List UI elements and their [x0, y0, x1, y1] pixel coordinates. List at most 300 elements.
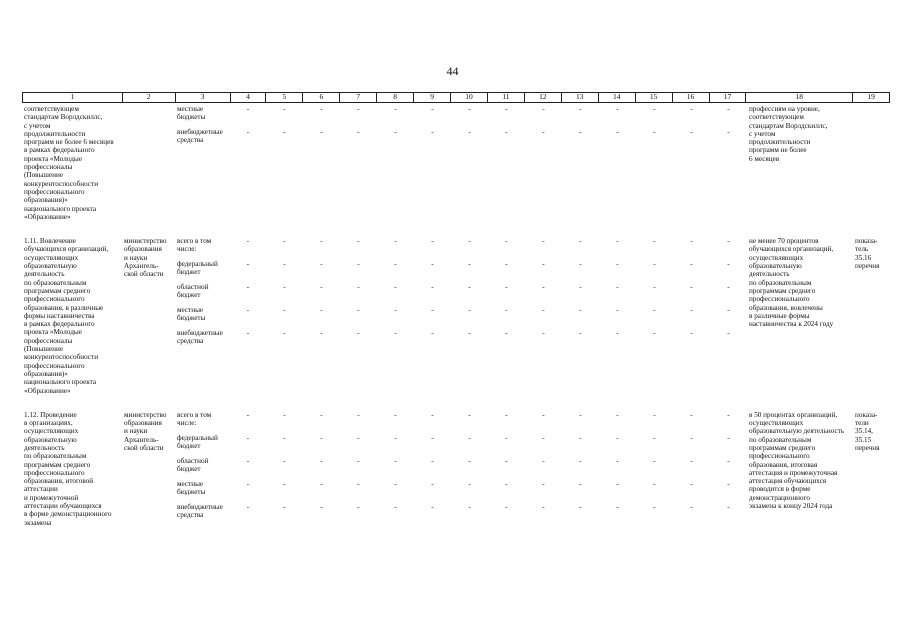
- column-header-11: 11: [488, 93, 525, 102]
- empty-value: -: [246, 410, 250, 419]
- measure-name-line: осуществляющих: [24, 427, 79, 436]
- indicator-reference-line: тели: [855, 419, 869, 428]
- column-header-13: 13: [562, 93, 599, 102]
- measure-name-line: по образовательным: [24, 452, 87, 461]
- empty-value: -: [542, 410, 545, 419]
- empty-value: -: [653, 105, 656, 113]
- funding-source: областной бюджет: [177, 283, 209, 300]
- empty-value: -: [357, 283, 360, 292]
- measure-name-line: обучающихся организаций,: [24, 245, 109, 254]
- indicator-reference-line: показа-: [855, 237, 878, 246]
- empty-value: -: [283, 237, 286, 246]
- empty-value: -: [690, 283, 693, 292]
- empty-value: -: [579, 105, 582, 113]
- empty-value: -: [320, 128, 323, 136]
- empty-value: -: [431, 283, 434, 292]
- funding-source-cell: [175, 103, 230, 221]
- funding-source-cell: [175, 235, 230, 395]
- empty-value: -: [431, 479, 434, 488]
- column-header-5: 5: [266, 93, 303, 102]
- empty-value: -: [690, 456, 693, 465]
- empty-value: -: [579, 306, 582, 315]
- measure-name-line: национального проекта: [24, 378, 97, 387]
- measure-name-line: и промежуточной: [24, 493, 79, 502]
- empty-value: -: [283, 105, 286, 113]
- measure-name-line: в организациях,: [24, 419, 73, 428]
- indicator-reference-line: тель: [855, 245, 869, 254]
- empty-value: -: [320, 260, 323, 269]
- measure-name-line: в рамках федерального: [24, 320, 95, 329]
- empty-value: -: [394, 479, 397, 488]
- empty-value: -: [246, 283, 250, 292]
- funding-values-line: [230, 306, 747, 329]
- empty-value: -: [653, 283, 656, 292]
- expected-result-line: проводится в форме: [749, 485, 811, 494]
- empty-value: -: [542, 283, 545, 292]
- measure-name-line: с учетом: [24, 121, 51, 130]
- expected-result-line: профессионального: [749, 295, 810, 304]
- column-header-9: 9: [414, 93, 451, 102]
- expected-result-line: по образовательным: [749, 278, 812, 287]
- measure-name-line: соответствующем: [24, 105, 79, 113]
- empty-value: -: [320, 283, 323, 292]
- executor-line: министерство: [124, 237, 167, 246]
- expected-result-line: стандартам Ворлдскиллс,: [749, 121, 828, 130]
- empty-value: -: [320, 479, 323, 488]
- column-header-7: 7: [340, 93, 377, 102]
- empty-value: -: [616, 128, 619, 136]
- funding-source: всего в том числе:: [177, 237, 212, 254]
- column-header-18: 18: [746, 93, 853, 102]
- measure-name-line: профессионалы: [24, 163, 73, 172]
- indicator-reference-line: перечня: [855, 443, 880, 452]
- empty-value: -: [320, 329, 323, 338]
- empty-value: -: [727, 410, 730, 419]
- measure-name-line: образования)»: [24, 196, 68, 205]
- expected-result-line: образования, вовлечены: [749, 303, 823, 312]
- measure-name-line: в рамках федерального: [24, 146, 95, 155]
- measure-name-line: аттестации обучающихся: [24, 502, 102, 511]
- funding-source: внебюджетные средства: [177, 128, 223, 145]
- empty-value: -: [468, 306, 471, 315]
- empty-value: -: [727, 105, 730, 113]
- empty-value: -: [579, 128, 582, 136]
- measure-name-cell: [22, 235, 122, 395]
- measure-name-line: национального проекта: [24, 204, 97, 213]
- funding-values-line: [230, 329, 747, 352]
- expected-result-line: образования, итоговая: [749, 460, 818, 469]
- empty-value: -: [357, 306, 360, 315]
- column-header-2: 2: [123, 93, 176, 102]
- empty-value: -: [727, 283, 730, 292]
- expected-result-line: наставничества к 2024 году: [749, 320, 834, 329]
- indicator-reference-line: перечня: [855, 262, 880, 271]
- empty-value: -: [468, 329, 471, 338]
- empty-value: -: [542, 237, 545, 246]
- empty-value: -: [542, 306, 545, 315]
- empty-value: -: [246, 128, 250, 136]
- empty-value: -: [653, 237, 656, 246]
- funding-source: местные бюджеты: [177, 479, 206, 497]
- empty-value: -: [246, 237, 250, 246]
- empty-value: -: [653, 260, 656, 269]
- measure-name-line: профессионального: [24, 468, 85, 477]
- empty-value: -: [542, 479, 545, 488]
- empty-value: -: [653, 306, 656, 315]
- empty-value: -: [727, 260, 730, 269]
- empty-value: -: [653, 410, 656, 419]
- expected-result-line: демонстрационного: [749, 493, 810, 502]
- executor-line: образования: [124, 419, 162, 428]
- funding-values-line: [230, 457, 747, 480]
- empty-value: -: [579, 260, 582, 269]
- empty-value: -: [283, 410, 286, 419]
- empty-value: -: [653, 433, 656, 442]
- empty-value: -: [394, 237, 397, 246]
- empty-value: -: [394, 502, 397, 511]
- expected-result-line: 6 месяцев: [749, 154, 780, 163]
- empty-value: -: [505, 502, 508, 511]
- measure-name-line: образовательную: [24, 435, 77, 444]
- empty-value: -: [727, 128, 730, 136]
- expected-result-line: профессиям на уровне,: [749, 105, 820, 113]
- measure-name-line: (Повышение: [24, 345, 64, 354]
- executor-cell: [122, 235, 175, 395]
- empty-value: -: [542, 128, 545, 136]
- funding-source: всего в том числе:: [177, 410, 212, 428]
- empty-value: -: [653, 479, 656, 488]
- measure-name-line: конкурентоспособности: [24, 179, 99, 188]
- expected-result-cell: [747, 103, 854, 221]
- measure-name-line: формы наставничества: [24, 311, 95, 320]
- empty-value: -: [505, 105, 508, 113]
- empty-value: -: [505, 410, 508, 419]
- empty-value: -: [431, 456, 434, 465]
- row-separator: [22, 395, 890, 409]
- measure-name-line: программам среднего: [24, 286, 91, 295]
- measure-name-line: деятельность: [24, 270, 65, 279]
- column-header-14: 14: [599, 93, 636, 102]
- empty-value: -: [431, 433, 434, 442]
- empty-value: -: [283, 456, 286, 465]
- empty-value: -: [727, 237, 730, 246]
- empty-value: -: [431, 329, 434, 338]
- empty-value: -: [357, 329, 360, 338]
- empty-value: -: [616, 237, 619, 246]
- funding-values-grid: [230, 409, 747, 527]
- empty-value: -: [542, 329, 545, 338]
- expected-result-line: аттестация обучающихся: [749, 477, 827, 486]
- empty-value: -: [727, 329, 730, 338]
- empty-value: -: [579, 502, 582, 511]
- empty-value: -: [579, 283, 582, 292]
- empty-value: -: [727, 502, 730, 511]
- funding-values-line: [230, 260, 747, 283]
- funding-values-grid: [230, 235, 747, 395]
- empty-value: -: [468, 410, 471, 419]
- empty-value: -: [394, 283, 397, 292]
- measure-name-cell: [22, 103, 122, 221]
- empty-value: -: [431, 260, 434, 269]
- measure-name-line: осуществляющих: [24, 253, 79, 262]
- executor-line: Архангель-: [124, 262, 159, 271]
- empty-value: -: [579, 456, 582, 465]
- empty-value: -: [431, 306, 434, 315]
- column-header-1: 1: [23, 93, 123, 102]
- column-header-8: 8: [377, 93, 414, 102]
- column-header-6: 6: [303, 93, 340, 102]
- empty-value: -: [505, 306, 508, 315]
- empty-value: -: [246, 260, 250, 269]
- measure-name-line: образования, в различные: [24, 303, 104, 312]
- empty-value: -: [690, 433, 693, 442]
- empty-value: -: [320, 410, 323, 419]
- empty-value: -: [690, 410, 693, 419]
- empty-value: -: [283, 479, 286, 488]
- funding-values-line: [230, 283, 747, 306]
- empty-value: -: [542, 260, 545, 269]
- measure-name-line: стандартам Ворлдскиллс,: [24, 113, 103, 122]
- measure-name-line: проекта «Молодые: [24, 154, 82, 163]
- empty-value: -: [690, 128, 693, 136]
- empty-value: -: [579, 237, 582, 246]
- measure-name-line: образовательную: [24, 262, 77, 271]
- empty-value: -: [320, 237, 323, 246]
- empty-value: -: [357, 479, 360, 488]
- empty-value: -: [431, 237, 434, 246]
- executor-line: министерство: [124, 410, 167, 419]
- empty-value: -: [320, 433, 323, 442]
- measure-name-line: профессионалы: [24, 336, 73, 345]
- column-header-4: 4: [231, 93, 267, 102]
- empty-value: -: [394, 456, 397, 465]
- empty-value: -: [394, 128, 397, 136]
- empty-value: -: [320, 306, 323, 315]
- empty-value: -: [246, 433, 250, 442]
- empty-value: -: [616, 105, 619, 113]
- empty-value: -: [690, 306, 693, 315]
- empty-value: -: [394, 329, 397, 338]
- funding-values-grid: [230, 103, 747, 221]
- empty-value: -: [283, 502, 286, 511]
- empty-value: -: [579, 479, 582, 488]
- indicator-reference-cell: [854, 409, 890, 527]
- funding-source: местные бюджеты: [177, 105, 206, 122]
- funding-values-line: [230, 480, 747, 503]
- expected-result-line: осуществляющих: [749, 419, 804, 428]
- empty-value: -: [320, 456, 323, 465]
- expected-result-line: по образовательным: [749, 435, 812, 444]
- empty-value: -: [394, 410, 397, 419]
- executor-line: образования: [124, 245, 162, 254]
- measure-name-line: продолжительности: [24, 129, 86, 138]
- expected-result-line: в 50 процентах организаций,: [749, 410, 838, 419]
- funding-source-cell: [175, 409, 230, 527]
- empty-value: -: [542, 433, 545, 442]
- measure-name-line: программ не более 6 месяцев: [24, 138, 114, 147]
- indicator-reference-line: 35.16: [855, 253, 872, 262]
- table-body: [22, 103, 890, 527]
- empty-value: -: [468, 260, 471, 269]
- column-header-19: 19: [867, 92, 875, 101]
- empty-value: -: [727, 456, 730, 465]
- column-header-3: 3: [176, 93, 231, 102]
- empty-value: -: [505, 456, 508, 465]
- column-header-17: 17: [710, 93, 747, 102]
- empty-value: -: [690, 105, 693, 113]
- empty-value: -: [579, 329, 582, 338]
- measure-name-line: профессионального: [24, 361, 85, 370]
- empty-value: -: [246, 105, 250, 113]
- empty-value: -: [431, 105, 434, 113]
- empty-value: -: [394, 105, 397, 113]
- indicator-reference-cell: [854, 103, 890, 221]
- empty-value: -: [616, 456, 619, 465]
- empty-value: -: [357, 433, 360, 442]
- measure-name-line: «Образование»: [24, 386, 71, 395]
- measure-name-line: профессионального: [24, 187, 85, 196]
- executor-cell: [122, 103, 175, 221]
- empty-value: -: [357, 260, 360, 269]
- page-number: 44: [446, 64, 459, 78]
- funding-source: федеральный бюджет: [177, 260, 218, 277]
- empty-value: -: [468, 105, 471, 113]
- expected-result-line: обучающихся организаций,: [749, 245, 834, 254]
- executor-line: и науки: [124, 427, 148, 436]
- empty-value: -: [468, 433, 471, 442]
- expected-result-cell: [747, 235, 854, 395]
- empty-value: -: [431, 410, 434, 419]
- executor-line: ской области: [124, 270, 164, 279]
- empty-value: -: [505, 479, 508, 488]
- empty-value: -: [431, 128, 434, 136]
- empty-value: -: [394, 260, 397, 269]
- indicator-reference-line: 35.14,: [855, 427, 873, 436]
- empty-value: -: [616, 433, 619, 442]
- expected-result-line: образовательную: [749, 262, 802, 271]
- measure-name-line: программам среднего: [24, 460, 91, 469]
- measure-name-line: проекта «Молодые: [24, 328, 82, 337]
- empty-value: -: [357, 105, 360, 113]
- measure-name-line: конкурентоспособности: [24, 353, 99, 362]
- measure-name-line: по образовательным: [24, 278, 87, 287]
- indicator-reference-line: 35.15: [855, 435, 872, 444]
- empty-value: -: [283, 260, 286, 269]
- empty-value: -: [616, 260, 619, 269]
- empty-value: -: [394, 433, 397, 442]
- expected-result-line: аттестация и промежуточная: [749, 468, 838, 477]
- empty-value: -: [505, 237, 508, 246]
- empty-value: -: [653, 456, 656, 465]
- empty-value: -: [357, 128, 360, 136]
- measure-name-line: деятельность: [24, 443, 65, 452]
- expected-result-line: в различные формы: [749, 311, 810, 320]
- indicator-reference-line: показа-: [855, 410, 878, 419]
- empty-value: -: [283, 128, 286, 136]
- empty-value: -: [653, 128, 656, 136]
- empty-value: -: [246, 329, 250, 338]
- column-header-10: 10: [451, 93, 488, 102]
- empty-value: -: [690, 329, 693, 338]
- empty-value: -: [468, 479, 471, 488]
- empty-value: -: [616, 329, 619, 338]
- expected-result-line: программам среднего: [749, 443, 816, 452]
- empty-value: -: [394, 306, 397, 315]
- measure-name-cell: [22, 409, 122, 527]
- empty-value: -: [246, 456, 250, 465]
- empty-value: -: [283, 329, 286, 338]
- funding-values-line: [230, 105, 747, 128]
- funding-values-line: [230, 411, 747, 434]
- empty-value: -: [468, 237, 471, 246]
- funding-values-line: [230, 434, 747, 457]
- measure-name-line: «Образование»: [24, 212, 71, 221]
- empty-value: -: [431, 502, 434, 511]
- empty-value: -: [542, 502, 545, 511]
- empty-value: -: [320, 105, 323, 113]
- empty-value: -: [653, 329, 656, 338]
- expected-result-line: профессионального: [749, 452, 810, 461]
- funding-source: федеральный бюджет: [177, 433, 218, 451]
- empty-value: -: [246, 306, 250, 315]
- empty-value: -: [283, 283, 286, 292]
- empty-value: -: [616, 410, 619, 419]
- empty-value: -: [542, 105, 545, 113]
- executor-cell: [122, 409, 175, 527]
- empty-value: -: [616, 502, 619, 511]
- expected-result-line: деятельность: [749, 270, 790, 279]
- empty-value: -: [727, 479, 730, 488]
- empty-value: -: [283, 306, 286, 315]
- empty-value: -: [727, 306, 730, 315]
- expected-result-line: продолжительности: [749, 138, 811, 147]
- empty-value: -: [505, 283, 508, 292]
- measure-name-line: профессионального: [24, 295, 85, 304]
- empty-value: -: [579, 410, 582, 419]
- measure-name-line: экзамена: [24, 518, 52, 527]
- expected-result-line: с учетом: [749, 129, 776, 138]
- empty-value: -: [616, 479, 619, 488]
- empty-value: -: [653, 502, 656, 511]
- empty-value: -: [357, 237, 360, 246]
- funding-source: областной бюджет: [177, 456, 209, 474]
- executor-line: Архангель-: [124, 435, 159, 444]
- empty-value: -: [690, 260, 693, 269]
- table-row: [22, 409, 890, 527]
- empty-value: -: [468, 502, 471, 511]
- empty-value: -: [468, 283, 471, 292]
- table-header-row: [22, 92, 890, 103]
- empty-value: -: [616, 283, 619, 292]
- empty-value: -: [690, 502, 693, 511]
- empty-value: -: [246, 502, 250, 511]
- empty-value: -: [505, 433, 508, 442]
- empty-value: -: [357, 502, 360, 511]
- funding-values-line: [230, 503, 747, 526]
- expected-result-line: экзамена к концу 2024 года: [749, 502, 833, 511]
- expected-result-line: не менее 70 процентов: [749, 237, 819, 246]
- expected-result-line: образовательную деятельность: [749, 427, 845, 436]
- empty-value: -: [468, 456, 471, 465]
- empty-value: -: [690, 237, 693, 246]
- funding-source: местные бюджеты: [177, 306, 206, 323]
- empty-value: -: [505, 329, 508, 338]
- empty-value: -: [357, 456, 360, 465]
- empty-value: -: [505, 260, 508, 269]
- empty-value: -: [727, 433, 730, 442]
- program-table: [22, 92, 890, 527]
- funding-source: внебюджетные средства: [177, 329, 223, 346]
